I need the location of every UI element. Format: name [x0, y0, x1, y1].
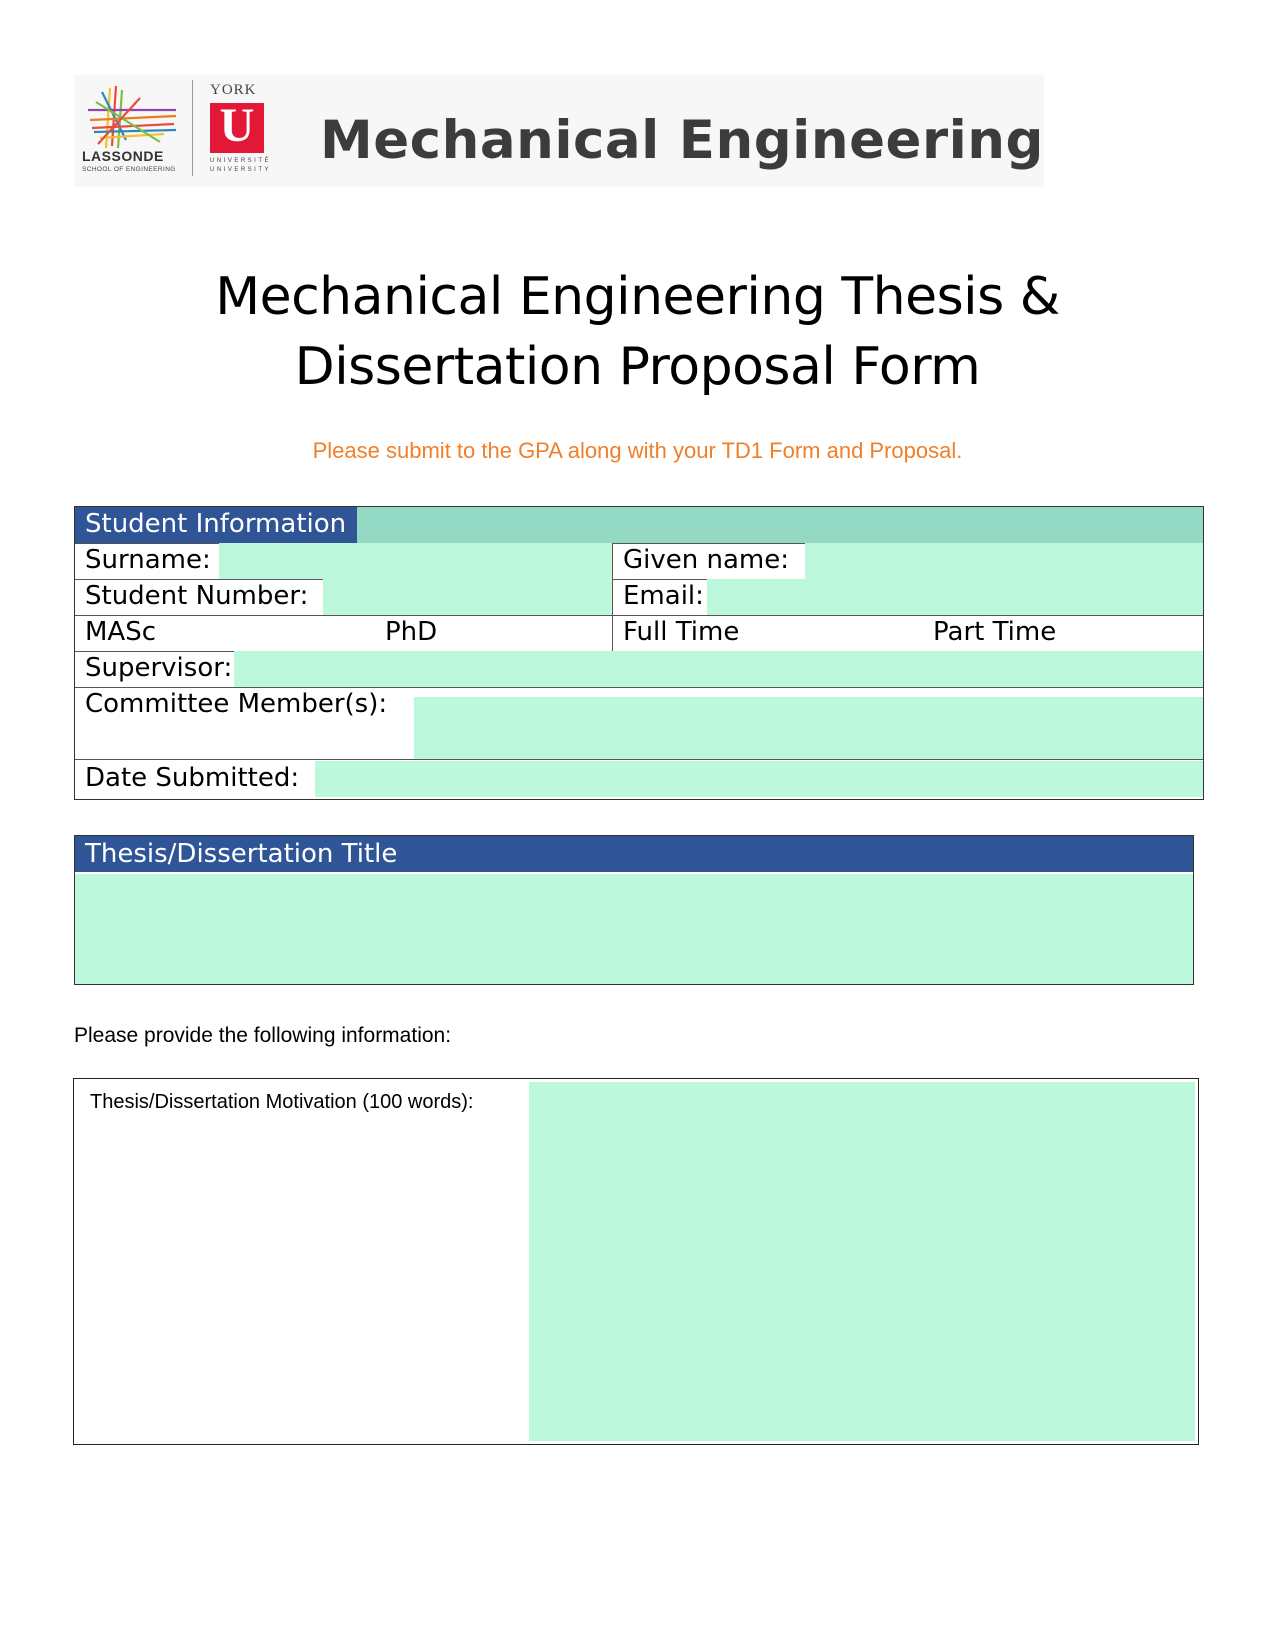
committee-field[interactable] — [414, 697, 1203, 759]
thesis-title-section — [74, 835, 1194, 985]
page-title — [0, 262, 1275, 402]
york-name: YORK — [210, 82, 257, 98]
thesis-title-header — [75, 836, 1193, 872]
york-university: UNIVERSITY — [210, 167, 272, 173]
page-title-line1: Mechanical Engineering Thesis & — [215, 267, 1060, 327]
part-time-option[interactable]: Part Time — [933, 617, 1057, 647]
degree-status-row — [75, 615, 1203, 652]
student-number-field[interactable] — [323, 579, 612, 615]
supervisor-field[interactable] — [234, 651, 1203, 687]
lassonde-logo-icon — [80, 80, 186, 180]
york-u-letter: U — [219, 99, 255, 152]
masc-option[interactable]: MASc — [85, 617, 157, 647]
date-row — [75, 759, 1203, 799]
thesis-title-field[interactable] — [75, 874, 1193, 984]
email-label: Email: — [623, 581, 704, 611]
number-email-row — [75, 579, 1203, 616]
lassonde-subtitle: SCHOOL OF ENGINEERING — [82, 166, 176, 173]
supervisor-label: Supervisor: — [85, 653, 233, 683]
committee-row — [75, 687, 1203, 760]
page-title-line2: Dissertation Proposal Form — [294, 337, 981, 397]
date-submitted-label: Date Submitted: — [85, 763, 300, 793]
student-info-header: Student Information — [75, 507, 367, 543]
given-name-label: Given name: — [623, 545, 789, 575]
email-field[interactable] — [707, 579, 1203, 615]
name-row — [75, 543, 1203, 580]
phd-option[interactable]: PhD — [385, 617, 438, 647]
student-number-label: Student Number: — [85, 581, 309, 611]
supervisor-row — [75, 651, 1203, 688]
motivation-field[interactable] — [529, 1082, 1195, 1441]
student-info-table — [74, 506, 1204, 800]
motivation-box — [73, 1078, 1199, 1445]
date-submitted-field[interactable] — [315, 761, 1203, 797]
york-universite: UNIVERSITÉ — [210, 158, 272, 164]
thesis-title-header-label: Thesis/Dissertation Title — [85, 839, 398, 869]
surname-field[interactable] — [219, 543, 612, 579]
given-name-field[interactable] — [805, 543, 1203, 579]
full-time-option[interactable]: Full Time — [623, 617, 740, 647]
surname-label: Surname: — [85, 545, 211, 575]
page-subtitle: Please submit to the GPA along with your TD1 Form and Proposal. — [312, 438, 963, 463]
banner-title: Mechanical Engineering — [320, 110, 1044, 171]
logo-divider — [192, 80, 193, 176]
lassonde-name: LASSONDE — [82, 148, 164, 164]
student-info-header-fill — [357, 507, 1203, 543]
instructions-text: Please provide the following information: — [74, 1024, 452, 1047]
student-info-header-row — [75, 507, 1203, 544]
motivation-label: Thesis/Dissertation Motivation (100 words): — [90, 1091, 474, 1113]
committee-label: Committee Member(s): — [85, 689, 388, 719]
